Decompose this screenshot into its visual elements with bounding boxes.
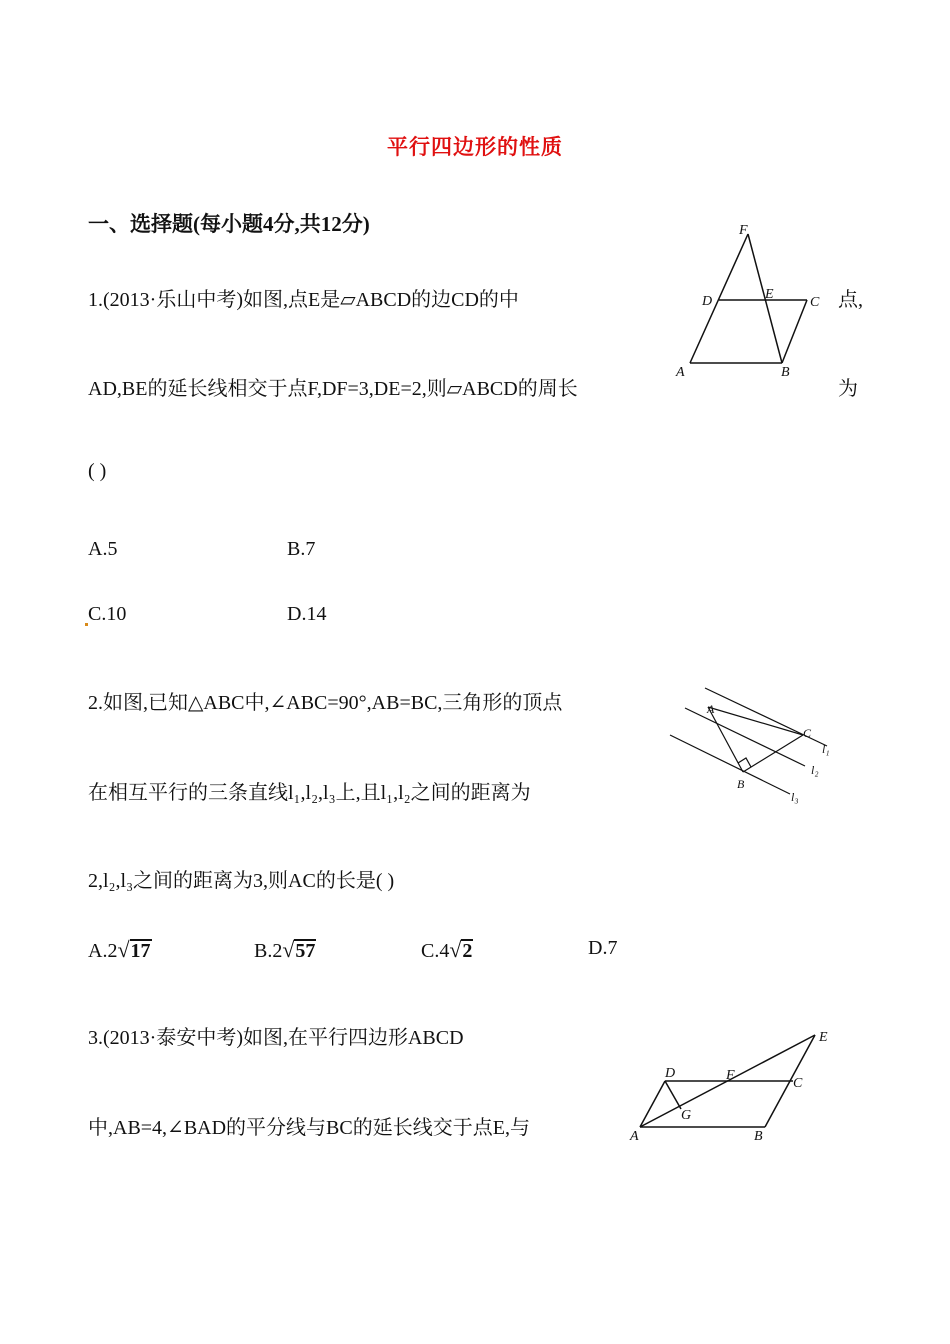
q2-label-l3: l₃ <box>791 790 799 804</box>
radical-icon: √ <box>282 937 295 962</box>
q2-option-a-prefix: A.2 <box>88 940 118 962</box>
q2-line-2: 在相互平行的三条直线l₁,l₂,l₃上,且l₁,l₂之间的距离为 <box>88 782 531 804</box>
q3-label-g: G <box>681 1108 692 1123</box>
q3-label-c: C <box>793 1076 803 1091</box>
q1-line-2-end: 为 <box>838 378 858 400</box>
q3-label-b: B <box>754 1129 763 1144</box>
q2-line-3: 2,l₂,l₃之间的距离为3,则AC的长是( ) <box>88 870 395 892</box>
q3-label-a: A <box>630 1129 639 1144</box>
q2-option-b <box>254 937 316 963</box>
q2-line-l3 <box>670 735 790 794</box>
q1-label-f: F <box>739 223 748 238</box>
q2-option-c <box>421 937 473 963</box>
q1-line-2: AD,BE的延长线相交于点F,DF=3,DE=2,则▱ABCD的周长 <box>88 378 578 400</box>
q1-option-c-text: C.10 <box>88 603 127 625</box>
q2-label-l1: l₁ <box>822 742 830 756</box>
q2-line-l2 <box>685 708 805 766</box>
q2-label-b: B <box>737 777 745 791</box>
q1-line-1-end: 点, <box>838 289 863 311</box>
q2-option-c-prefix: C.4 <box>421 940 450 962</box>
q3-label-e: E <box>819 1030 828 1045</box>
q1-line-bc <box>782 300 807 363</box>
q2-label-a: A <box>707 702 715 716</box>
q1-label-b: B <box>781 365 790 380</box>
q1-option-d: D.14 <box>287 603 327 625</box>
section-heading: 一、选择题(每小题4分,共12分) <box>88 212 370 236</box>
radical-icon: √ <box>449 937 462 962</box>
q1-label-c: C <box>810 295 820 310</box>
q3-line-dg <box>665 1081 681 1109</box>
q1-line-1: 1.(2013·乐山中考)如图,点E是▱ABCD的边CD的中 <box>88 289 519 311</box>
page-title: 平行四边形的性质 <box>387 135 563 159</box>
q1-answer-blank: ( ) <box>88 460 107 482</box>
q2-option-d <box>588 937 617 960</box>
q2-option-b-prefix: B.2 <box>254 940 283 962</box>
q2-option-b-radicand: 57 <box>295 940 316 962</box>
q2-option-a-radicand: 17 <box>130 940 151 962</box>
q1-line-af <box>690 234 748 363</box>
q2-option-d-prefix: D.7 <box>588 937 618 959</box>
radical-icon: √ <box>117 937 130 962</box>
q1-figure <box>672 220 852 380</box>
q2-line-ac <box>708 707 803 735</box>
q2-label-l2: l₂ <box>811 763 819 777</box>
q3-label-d: D <box>665 1066 676 1081</box>
q1-option-c <box>85 603 126 626</box>
q2-option-a <box>88 937 152 963</box>
q2-line-1: 2.如图,已知△ABC中,∠ABC=90°,AB=BC,三角形的顶点 <box>88 692 563 714</box>
q1-label-d: D <box>702 294 713 309</box>
q3-line-2: 中,AB=4,∠BAD的平分线与BC的延长线交于点E,与 <box>88 1117 530 1139</box>
q3-label-f: F <box>726 1068 735 1083</box>
q2-figure <box>665 680 845 810</box>
q3-line-1: 3.(2013·泰安中考)如图,在平行四边形ABCD <box>88 1027 464 1049</box>
q1-option-b: B.7 <box>287 538 316 560</box>
q1-label-e: E <box>765 287 774 302</box>
q1-label-a: A <box>676 365 685 380</box>
q2-option-c-radicand: 2 <box>462 940 473 962</box>
q1-option-a: A.5 <box>88 538 118 560</box>
q2-label-c: C <box>803 726 812 740</box>
q3-figure <box>625 1025 845 1155</box>
